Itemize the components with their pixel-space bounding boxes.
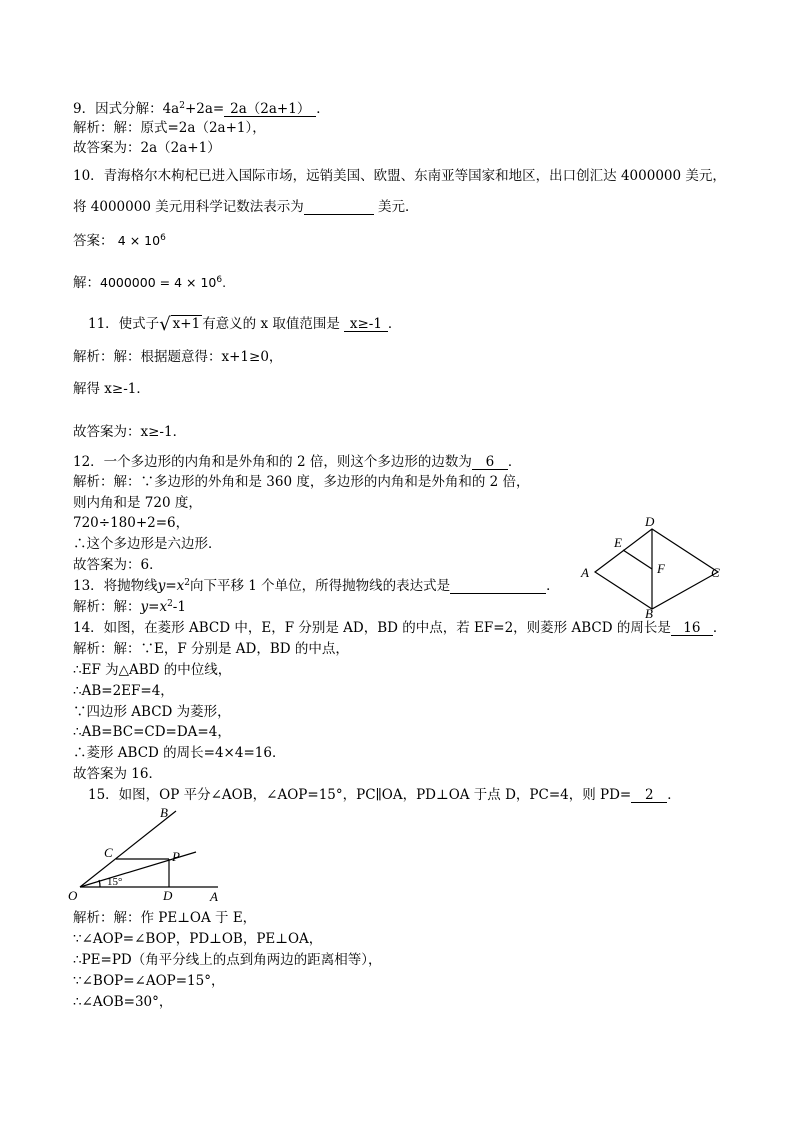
label-d: D <box>645 515 655 529</box>
q11-stem: 11．使式子√ x+1 有意义的 x 取值范围是 x≥-1 ． <box>88 314 402 335</box>
q12-solution-1: 解析：解：∵多边形的外角和是 360 度，多边形的内角和是外角和的 2 倍， <box>73 474 530 490</box>
q14-solution-4: ∵四边形 ABCD 为菱形， <box>73 704 231 720</box>
label-e: E <box>614 535 622 550</box>
rhombus-figure <box>575 515 725 619</box>
q10-stem-line1: 10．青海格尔木枸杞已进入国际市场，远销美国、欧盟、东南亚等国家和地区，出口创汇达 4000000 美元， <box>73 168 726 184</box>
q12-stem: 12．一个多边形的内角和是外角和的 2 倍，则这个多边形的边数为 6 ． <box>73 454 522 470</box>
segment-ef <box>623 550 652 569</box>
q15-solution-1: 解析：解：作 PE⊥OA 于 E， <box>73 910 257 926</box>
q14-answer: 16 <box>671 621 713 636</box>
q14-solution-3: ∴AB=2EF=4， <box>73 683 174 699</box>
q15-stem: 15．如图，OP 平分∠AOB，∠AOP=15°，PC∥OA，PD⊥OA 于点 D，PC=4，则 PD= 2 ． <box>88 787 681 803</box>
label-f: F <box>657 561 665 576</box>
angle-arc <box>99 880 100 887</box>
label-angle: 15° <box>107 876 123 888</box>
q12-solution-3: 720÷180+2=6， <box>73 515 190 531</box>
q9-answer: 2a（2a+1） <box>224 102 316 117</box>
q9-solution: 解析：解：原式=2a（2a+1）， <box>73 120 266 136</box>
q14-solution-6: ∴菱形 ABCD 的周长=4×4=16． <box>73 745 286 761</box>
q13-blank <box>450 579 546 594</box>
q10-solution: 解：$4000000 = 4 \times 10^6$. <box>73 275 227 291</box>
q14-final-answer: 故答案为 16． <box>73 766 162 782</box>
q11-solution-1: 解析：解：根据题意得：x+1≥0， <box>73 349 283 365</box>
q12-answer: 6 <box>472 455 508 470</box>
q15-answer: 2 <box>631 788 667 803</box>
label-a: A <box>210 889 218 904</box>
q15-solution-3: ∴PE=PD（角平分线上的点到角两边的距离相等）， <box>73 952 382 968</box>
angle-bisector-figure <box>68 803 233 905</box>
q10-stem-line2: 将 4000000 美元用科学记数法表示为 美元． <box>73 199 419 215</box>
label-a: A <box>581 565 589 580</box>
q15-solution-5: ∴∠AOB=30°， <box>73 994 173 1010</box>
q10-answer: 答案： $4 \times 10^6$ <box>73 233 166 249</box>
q9-stem: 9．因式分解：$4a^2+2a= 2a(2a+1)$ ． <box>73 101 330 117</box>
q11-final-answer: 故答案为：x≥-1． <box>73 424 187 440</box>
q14-solution-2: ∴EF 为△ABD 的中位线， <box>73 662 232 678</box>
label-b: B <box>645 606 653 619</box>
label-c: C <box>104 845 113 860</box>
q15-solution-2: ∵∠AOP=∠BOP，PD⊥OB，PE⊥OA， <box>73 931 323 947</box>
label-d: D <box>163 888 173 903</box>
label-p: P <box>172 849 180 864</box>
ray-ob <box>80 811 176 887</box>
label-o: O <box>68 888 78 903</box>
q13-stem: 13．将抛物线$y=x^2$向下平移 1 个单位，所得抛物线的表达式是 ． <box>73 578 560 594</box>
q12-final-answer: 故答案为：6． <box>73 557 163 573</box>
q12-solution-4: ∴这个多边形是六边形． <box>73 536 222 552</box>
q11-answer: x≥-1 <box>344 317 388 332</box>
q10-blank <box>304 200 374 215</box>
q14-solution-1: 解析：解：∵E，F 分别是 AD，BD 的中点， <box>73 641 349 657</box>
q11-solution-2: 解得 x≥-1． <box>73 381 150 397</box>
q15-solution-4: ∵∠BOP=∠AOP=15°， <box>73 973 225 989</box>
q12-solution-2: 则内角和是 720 度， <box>73 495 202 511</box>
label-c: C <box>711 565 720 580</box>
q13-solution: 解析：解：$y=x^2-1$ <box>73 599 186 615</box>
q9-final-answer: 故答案为：2a（2a+1） <box>73 140 221 156</box>
label-b: B <box>160 805 168 820</box>
q14-solution-5: ∴AB=BC=CD=DA=4， <box>73 724 231 740</box>
sqrt-expression: √ x+1 <box>159 314 201 335</box>
q14-stem: 14．如图，在菱形 ABCD 中，E，F 分别是 AD，BD 的中点，若 EF=2，则菱形 ABCD 的周长是 16 ． <box>73 620 727 636</box>
